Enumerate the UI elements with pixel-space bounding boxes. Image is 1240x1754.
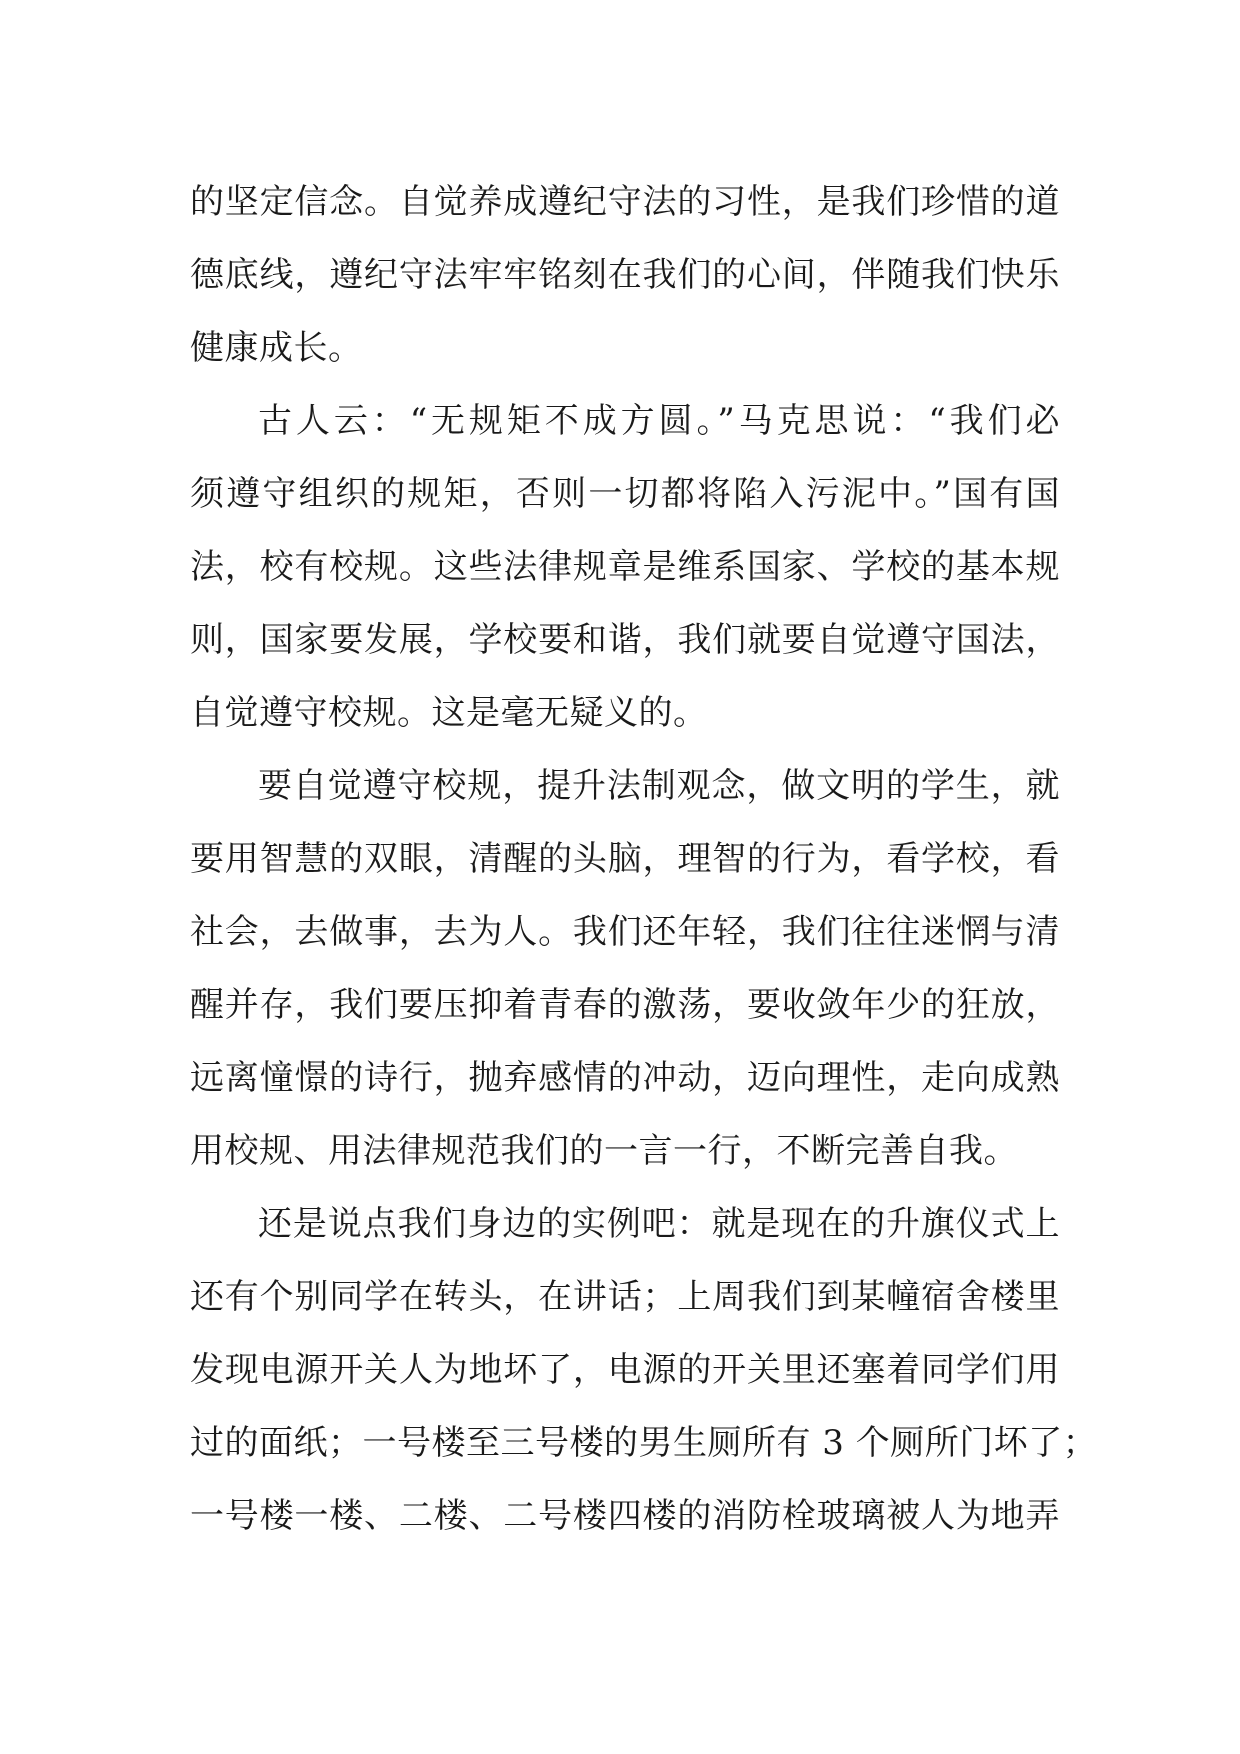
text-line: 自觉遵守校规。这是毫无疑义的。 [190,693,708,733]
text-line: 的坚定信念。自觉养成遵纪守法的习性，是我们珍惜的道 [190,182,1060,222]
text-line: 健康成长。 [190,328,363,368]
document-body [190,166,1098,1553]
text-line: 法，校有校规。这些法律规章是维系国家、学校的基本规 [190,547,1060,587]
text-line: 用校规、用法律规范我们的一言一行，不断完善自我。 [190,1131,1018,1171]
text-line: 社会，去做事，去为人。我们还年轻，我们往往迷惘与清 [190,912,1060,952]
paragraph-4 [190,1188,1098,1553]
paragraph-3 [190,750,1060,1188]
text-line: 要自觉遵守校规，提升法制观念，做文明的学生，就 [258,766,1060,806]
text-line: 须遵守组织的规矩，否则一切都将陷入污泥中。”国有国 [190,474,1060,514]
text-line: 要用智慧的双眼，清醒的头脑，理智的行为，看学校，看 [190,839,1060,879]
text-line: 德底线，遵纪守法牢牢铭刻在我们的心间，伴随我们快乐 [190,255,1060,295]
text-line: 醒并存，我们要压抑着青春的激荡，要收敛年少的狂放， [190,985,1060,1025]
text-line: 古人云：“无规矩不成方圆。”马克思说：“我们必 [258,401,1060,441]
paragraph-2 [190,385,1060,750]
text-line: 发现电源开关人为地坏了，电源的开关里还塞着同学们用 [190,1350,1060,1390]
text-line: 还有个别同学在转头，在讲话；上周我们到某幢宿舍楼里 [190,1277,1060,1317]
paragraph-1 [190,166,1060,385]
text-line: 还是说点我们身边的实例吧：就是现在的升旗仪式上 [258,1204,1060,1244]
text-line: 过的面纸；一号楼至三号楼的男生厕所有 3 个厕所门坏了； [190,1423,1098,1463]
text-line: 远离憧憬的诗行，抛弃感情的冲动，迈向理性，走向成熟 [190,1058,1060,1098]
text-line: 则，国家要发展，学校要和谐，我们就要自觉遵守国法， [190,620,1060,660]
text-line: 一号楼一楼、二楼、二号楼四楼的消防栓玻璃被人为地弄 [190,1496,1060,1536]
